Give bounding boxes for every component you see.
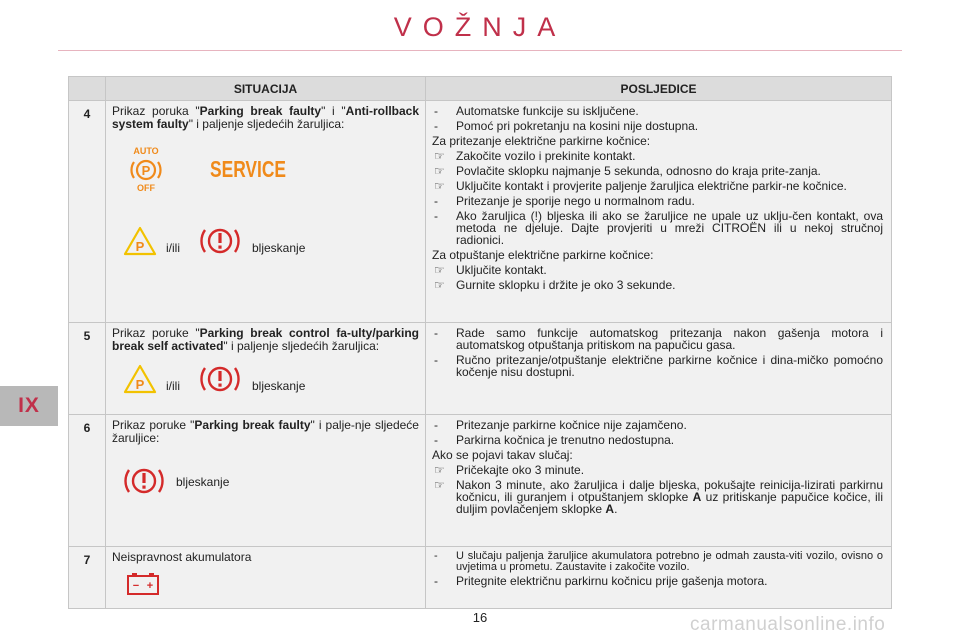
consequence-line: Uključite kontakt. — [456, 263, 547, 277]
row-number: 5 — [69, 323, 106, 415]
consequence-subheading: Ako se pojavi takav slučaj: — [432, 448, 573, 462]
consequence-line: Uključite kontakt i provjerite paljenje žaruljica električne parkir-ne kočnice. — [456, 179, 847, 193]
consequence-cell: - Automatske funkcije su isključene. - Pomoć pri pokretanju na kosini nije dostupna. Za pritezanje električne parkirne kočnice: ☞ Zakočite vozilo i prekinite kontakt. ☞ Povlačite sklopku najmanje 5 sekunda, odnosno do kraja prite-zanja. ☞ Uključite kontakt i provjerite paljenje žaruljica električne parkir-ne kočnice. - Pritezanje je sporije nego u normalnom radu. - Ako žaruljica (!) bljeska ili ako se žaruljice ne upale uz uklju-čen kontakt, ova metoda ne djeluje. Dajte provjeriti u mreži CITROËN ili u nekoj stručnoj radionici. Za otpuštanje električne parkirne kočnice: ☞ Uključite kontakt. ☞ Gurnite sklopku i držite je oko 3 sekunde. — [426, 101, 892, 323]
consequence-subheading: Za pritezanje električne parkirne kočnice: — [432, 134, 651, 148]
row-number: 4 — [69, 101, 106, 323]
consequence-line: Rade samo funkcije automatskog pritezanja nakon gašenja motora i automatskog otpuštanja pritiskom na papučicu gasa. — [456, 326, 883, 352]
consequence-subheading: Za otpuštanje električne parkirne kočnice: — [432, 248, 654, 262]
anti-rollback-warning-icon — [122, 363, 158, 395]
pointer-icon: ☞ — [434, 263, 445, 277]
consequence-line: Pritezanje parkirne kočnice nije zajamčeno. — [456, 418, 687, 432]
table-row — [69, 323, 892, 415]
svg-text:P: P — [135, 239, 145, 254]
consequence-line: Gurnite sklopku i držite je oko 3 sekunde. — [456, 278, 676, 292]
consequence-cell: - U slučaju paljenja žaruljice akumulatora potrebno je odmah zausta-viti vozilo, ovisno o uvjetima u prometu. Zaustavite i zakočite vozilo. - Pritegnite električnu parkirnu kočnicu prije gašenja motora. — [426, 547, 892, 609]
battery-icon — [126, 572, 160, 596]
consequence-line: Pritezanje je sporije nego u normalnom radu. — [456, 194, 695, 208]
watermark: carmanualsonline.info — [690, 614, 886, 635]
situation-cell — [106, 323, 426, 415]
consequence-line: Pričekajte oko 3 minute. — [456, 463, 585, 477]
header-consequence: POSLJEDICE — [426, 77, 892, 101]
pointer-icon: ☞ — [434, 164, 445, 178]
consequence-line: Nakon 3 minute, ako žaruljica i dalje bljeska, pokušajte reinicija-lizirati parkirnu kočnicu, ili guranjem i otpuštanjem sklopke A uz pritiskanje papučice kočice, ili duljim povlačenjem sklopke A. — [456, 478, 883, 516]
table-header-row — [69, 77, 892, 101]
blink-label: bljeskanje — [252, 378, 306, 393]
consequence-cell: - Pritezanje parkirne kočnice nije zajamčeno. - Parkirna kočnica je trenutno nedostupna. Ako se pojavi takav slučaj: ☞ Pričekajte oko 3 minute. ☞ Nakon 3 minute, ako žaruljica i dalje bljeska, pokušajte reinicija-lizirati parkirnu kočnicu, ili guranjem i otpuštanjem sklopke A uz pritiskanje papučice kočice, ili duljim povlačenjem sklopke A. — [426, 415, 892, 547]
situation-text: Neispravnost akumulatora — [112, 550, 252, 564]
header-situation: SITUACIJA — [106, 77, 426, 101]
table-row — [69, 547, 892, 609]
row-number: 6 — [69, 415, 106, 547]
title-divider — [58, 50, 902, 51]
situation-text: Prikaz poruke "Parking break faulty" i palje-nje sljedeće žaruljice: — [112, 418, 419, 445]
warning-table — [68, 76, 892, 609]
brake-warning-icon — [198, 223, 242, 259]
pointer-icon: ☞ — [434, 278, 445, 292]
consequence-line: U slučaju paljenja žaruljice akumulatora potrebno je odmah zausta-viti vozilo, ovisno o uvjetima u prometu. Zaustavite i zakočite vozilo. — [456, 550, 883, 573]
chapter-tab[interactable]: IX — [0, 386, 58, 426]
brake-warning-icon — [198, 361, 242, 397]
consequence-line: Povlačite sklopku najmanje 5 sekunda, odnosno do kraja prite-zanja. — [456, 164, 821, 178]
consequence-line: Pomoć pri pokretanju na kosini nije dostupna. — [456, 119, 699, 133]
situation-cell — [106, 101, 426, 323]
consequence-cell: - Rade samo funkcije automatskog pritezanja nakon gašenja motora i automatskog otpuštanja pritiskom na papučicu gasa. - Ručno pritezanje/otpuštanje električne parkirne kočnice i dina-mičko pomoćno kočenje nisu dostupni. — [426, 323, 892, 415]
pointer-icon: ☞ — [434, 478, 445, 492]
row-number: 7 — [69, 547, 106, 609]
svg-text:P: P — [141, 163, 151, 178]
and-or-label: i/ili — [166, 378, 180, 393]
svg-text:SERVICE: SERVICE — [210, 156, 286, 182]
consequence-line: Zakočite vozilo i prekinite kontakt. — [456, 149, 636, 163]
consequence-line: Automatske funkcije su isključene. — [456, 104, 639, 118]
blink-label: bljeskanje — [252, 240, 306, 255]
svg-text:AUTO: AUTO — [133, 146, 159, 156]
consequence-line: Ako žaruljica (!) bljeska ili ako se žaruljice ne upale uz uklju-čen kontakt, ova metoda ne djeluje. Dajte provjeriti u mreži CITROËN ili u nekoj stručnoj radionici. — [456, 209, 883, 247]
situation-cell — [106, 415, 426, 547]
brake-warning-icon — [122, 463, 166, 499]
consequence-line: Pritegnite električnu parkirnu kočnicu prije gašenja motora. — [456, 574, 768, 588]
svg-text:+: + — [146, 580, 154, 592]
consequence-line: Ručno pritezanje/otpuštanje električne parkirne kočnice i dina-mičko pomoćno kočenje nisu dostupni. — [456, 353, 883, 379]
auto-parking-brake-icon — [126, 145, 166, 193]
situation-text: Prikaz poruke "Parking break control fa-ulty/parking break self activated" i paljenje sljedećih žaruljica: — [112, 326, 419, 353]
page-number: 16 — [472, 610, 488, 625]
consequence-line: Parkirna kočnica je trenutno nedostupna. — [456, 433, 675, 447]
situation-cell — [106, 547, 426, 609]
page-title: VOŽNJA — [393, 12, 567, 42]
pointer-icon: ☞ — [434, 463, 445, 477]
situation-text: Prikaz poruka "Parking break faulty" i "Anti-rollback system faulty" i paljenje sljedećih žaruljica: — [112, 104, 419, 131]
header-num — [69, 77, 106, 101]
pointer-icon: ☞ — [434, 149, 445, 163]
svg-text:P: P — [135, 377, 145, 392]
svg-text:OFF: OFF — [137, 183, 155, 193]
service-icon — [210, 154, 300, 184]
table-row — [69, 415, 892, 547]
and-or-label: i/ili — [166, 240, 180, 255]
blink-label: bljeskanje — [176, 474, 230, 489]
table-row — [69, 101, 892, 323]
svg-text:−: − — [132, 580, 140, 592]
anti-rollback-warning-icon — [122, 225, 158, 257]
pointer-icon: ☞ — [434, 179, 445, 193]
